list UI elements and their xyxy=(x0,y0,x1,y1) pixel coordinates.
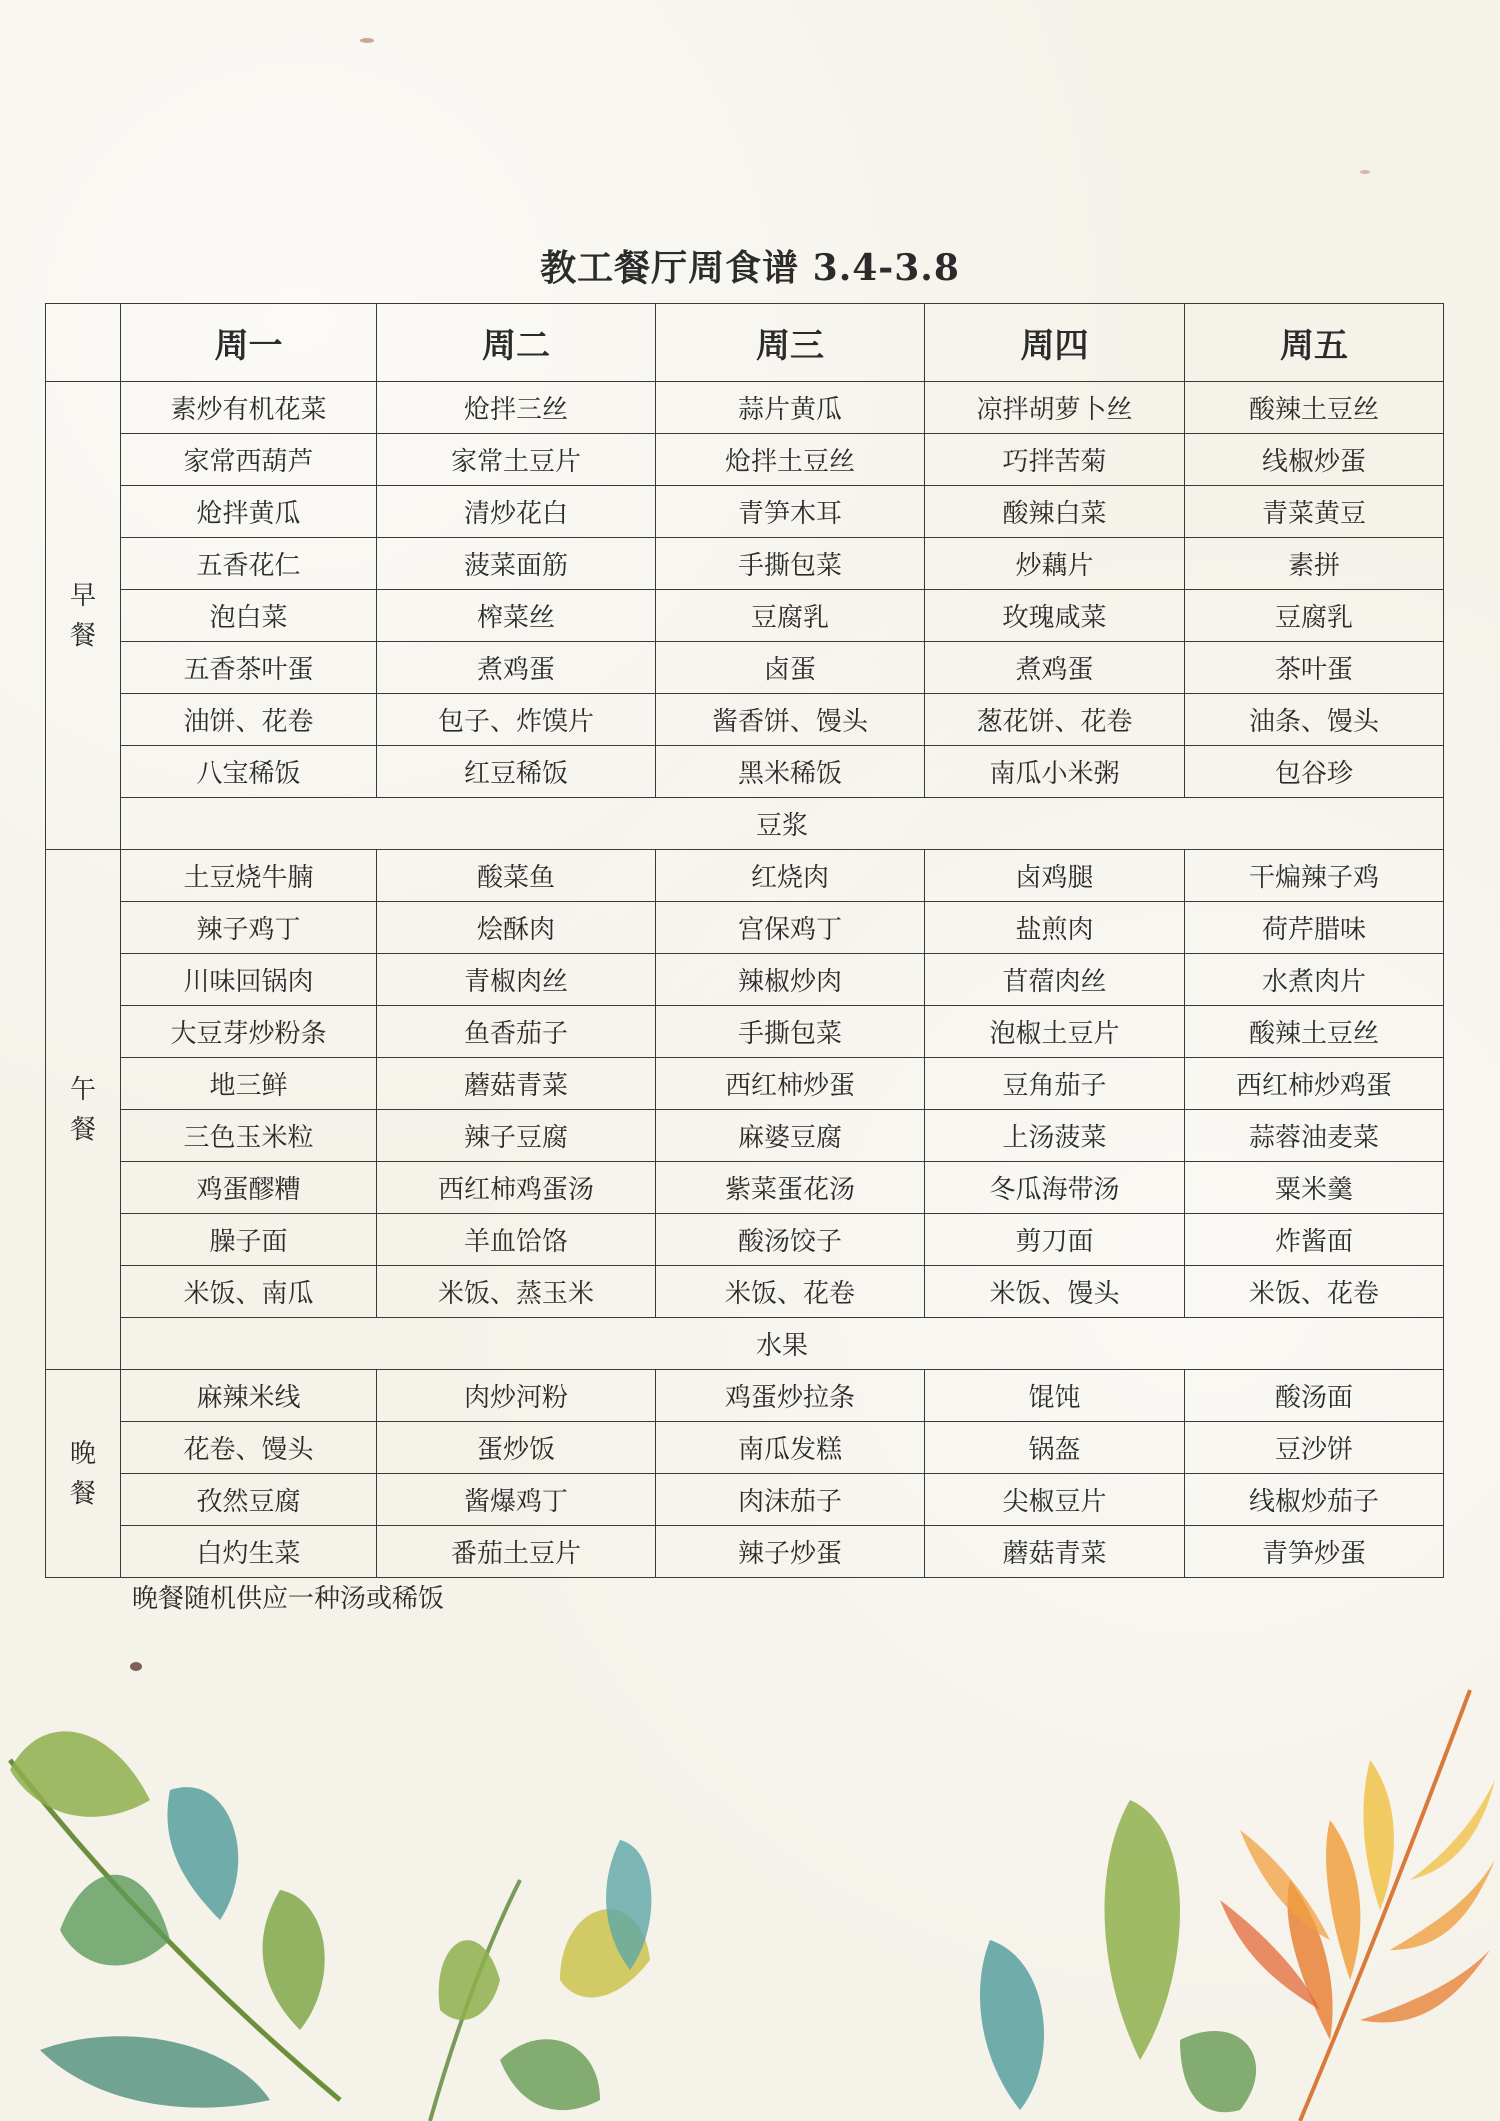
dish-cell: 菠菜面筋 xyxy=(377,538,656,590)
dish-cell: 鸡蛋醪糟 xyxy=(121,1162,377,1214)
dish-cell: 酸辣土豆丝 xyxy=(1185,382,1444,434)
dish-cell: 手撕包菜 xyxy=(656,538,925,590)
dish-cell: 泡椒土豆片 xyxy=(925,1006,1185,1058)
corner-cell xyxy=(46,304,121,382)
dish-cell: 青椒肉丝 xyxy=(377,954,656,1006)
dinner-label xyxy=(46,1370,121,1578)
teal-branch-center xyxy=(430,1840,651,2121)
dish-cell: 豆沙饼 xyxy=(1185,1422,1444,1474)
dish-cell: 三色玉米粒 xyxy=(121,1110,377,1162)
breakfast-row xyxy=(46,486,1444,538)
dish-cell: 蒜片黄瓜 xyxy=(656,382,925,434)
dish-cell: 豆角茄子 xyxy=(925,1058,1185,1110)
dish-cell: 荷芹腊味 xyxy=(1185,902,1444,954)
dish-cell: 八宝稀饭 xyxy=(121,746,377,798)
dish-cell: 锅盔 xyxy=(925,1422,1185,1474)
dish-cell: 包谷珍 xyxy=(1185,746,1444,798)
dish-cell: 米饭、蒸玉米 xyxy=(377,1266,656,1318)
dish-cell: 蛋炒饭 xyxy=(377,1422,656,1474)
lunch-row xyxy=(46,1162,1444,1214)
dish-cell: 蒜蓉油麦菜 xyxy=(1185,1110,1444,1162)
meal-label-char: 午 xyxy=(69,1074,96,1105)
dish-cell: 泡白菜 xyxy=(121,590,377,642)
dish-cell: 清炒花白 xyxy=(377,486,656,538)
dish-cell: 西红柿鸡蛋汤 xyxy=(377,1162,656,1214)
dish-cell: 地三鲜 xyxy=(121,1058,377,1110)
dish-cell: 素拼 xyxy=(1185,538,1444,590)
dish-cell: 炝拌黄瓜 xyxy=(121,486,377,538)
dish-cell: 酱香饼、馒头 xyxy=(656,694,925,746)
dish-cell: 南瓜小米粥 xyxy=(925,746,1185,798)
breakfast-row xyxy=(46,382,1444,434)
dish-cell: 辣子鸡丁 xyxy=(121,902,377,954)
day-header: 周二 xyxy=(377,304,656,382)
day-header: 周四 xyxy=(925,304,1185,382)
dish-cell: 黑米稀饭 xyxy=(656,746,925,798)
dish-cell: 炒藕片 xyxy=(925,538,1185,590)
dish-cell: 土豆烧牛腩 xyxy=(121,850,377,902)
dish-cell: 辣椒炒肉 xyxy=(656,954,925,1006)
dish-cell: 苜蓿肉丝 xyxy=(925,954,1185,1006)
breakfast-row xyxy=(46,746,1444,798)
dish-cell: 五香花仁 xyxy=(121,538,377,590)
dish-cell: 手撕包菜 xyxy=(656,1006,925,1058)
dish-cell: 水煮肉片 xyxy=(1185,954,1444,1006)
dish-cell: 肉沫茄子 xyxy=(656,1474,925,1526)
lunch-row xyxy=(46,954,1444,1006)
dinner-note: 晚餐随机供应一种汤或稀饭 xyxy=(132,1584,445,1614)
meal-label-char: 餐 xyxy=(69,620,96,651)
dish-cell: 素炒有机花菜 xyxy=(121,382,377,434)
meal-label-char: 餐 xyxy=(69,1478,96,1509)
dish-cell: 凉拌胡萝卜丝 xyxy=(925,382,1185,434)
dish-cell: 辣子豆腐 xyxy=(377,1110,656,1162)
dish-cell: 酸汤面 xyxy=(1185,1370,1444,1422)
paper-fleck xyxy=(1360,170,1370,174)
meal-label-char: 早 xyxy=(69,580,96,611)
lunch-row xyxy=(46,1110,1444,1162)
dish-cell: 盐煎肉 xyxy=(925,902,1185,954)
dish-cell: 红烧肉 xyxy=(656,850,925,902)
breakfast-row xyxy=(46,694,1444,746)
paper-fleck xyxy=(130,1662,142,1671)
dish-cell: 玫瑰咸菜 xyxy=(925,590,1185,642)
paper-fleck xyxy=(360,38,374,43)
dish-cell: 煮鸡蛋 xyxy=(925,642,1185,694)
breakfast-row xyxy=(46,538,1444,590)
dinner-row xyxy=(46,1526,1444,1578)
header-row xyxy=(46,304,1444,382)
dish-cell: 油饼、花卷 xyxy=(121,694,377,746)
weekly-menu-table xyxy=(45,303,1444,1578)
dish-cell: 蘑菇青菜 xyxy=(377,1058,656,1110)
meal-label-char: 餐 xyxy=(69,1114,96,1145)
dish-cell: 炝拌土豆丝 xyxy=(656,434,925,486)
dish-cell: 大豆芽炒粉条 xyxy=(121,1006,377,1058)
lunch-row xyxy=(46,850,1444,902)
dish-cell: 青笋木耳 xyxy=(656,486,925,538)
day-header: 周五 xyxy=(1185,304,1444,382)
lunch-row xyxy=(46,1058,1444,1110)
green-leaf-right xyxy=(980,1800,1256,2112)
breakfast-common-row xyxy=(46,798,1444,850)
dish-cell: 油条、馒头 xyxy=(1185,694,1444,746)
dish-cell: 臊子面 xyxy=(121,1214,377,1266)
dish-cell: 花卷、馒头 xyxy=(121,1422,377,1474)
lunch-row xyxy=(46,1214,1444,1266)
page-title: 教工餐厅周食谱 3.4-3.8 xyxy=(540,247,960,289)
dish-cell: 包子、炸馍片 xyxy=(377,694,656,746)
breakfast-label xyxy=(46,382,121,850)
dish-cell: 酸辣土豆丝 xyxy=(1185,1006,1444,1058)
lunch-row xyxy=(46,1266,1444,1318)
dish-cell: 线椒炒蛋 xyxy=(1185,434,1444,486)
lunch-label xyxy=(46,850,121,1370)
dish-cell: 豆腐乳 xyxy=(656,590,925,642)
dish-cell: 番茄土豆片 xyxy=(377,1526,656,1578)
dish-cell: 羊血饸饹 xyxy=(377,1214,656,1266)
dish-cell: 酸菜鱼 xyxy=(377,850,656,902)
dish-cell: 家常土豆片 xyxy=(377,434,656,486)
dinner-row xyxy=(46,1474,1444,1526)
dish-cell: 紫菜蛋花汤 xyxy=(656,1162,925,1214)
dish-cell: 辣子炒蛋 xyxy=(656,1526,925,1578)
dish-cell: 家常西葫芦 xyxy=(121,434,377,486)
dish-cell: 馄饨 xyxy=(925,1370,1185,1422)
dinner-row xyxy=(46,1370,1444,1422)
dish-cell: 肉炒河粉 xyxy=(377,1370,656,1422)
orange-fern-right xyxy=(1220,1690,1495,2121)
dish-cell: 青笋炒蛋 xyxy=(1185,1526,1444,1578)
leaf-decoration xyxy=(0,1680,1500,2121)
dish-cell: 鱼香茄子 xyxy=(377,1006,656,1058)
dish-cell: 尖椒豆片 xyxy=(925,1474,1185,1526)
dish-cell: 葱花饼、花卷 xyxy=(925,694,1185,746)
dish-cell: 茶叶蛋 xyxy=(1185,642,1444,694)
dish-cell: 线椒炒茄子 xyxy=(1185,1474,1444,1526)
dish-cell: 豆腐乳 xyxy=(1185,590,1444,642)
dish-cell: 米饭、花卷 xyxy=(656,1266,925,1318)
dish-cell: 麻婆豆腐 xyxy=(656,1110,925,1162)
dish-cell: 麻辣米线 xyxy=(121,1370,377,1422)
dish-cell: 酸汤饺子 xyxy=(656,1214,925,1266)
dish-cell: 米饭、馒头 xyxy=(925,1266,1185,1318)
dish-cell: 白灼生菜 xyxy=(121,1526,377,1578)
dish-cell: 巧拌苦菊 xyxy=(925,434,1185,486)
dish-cell: 西红柿炒鸡蛋 xyxy=(1185,1058,1444,1110)
day-header: 周三 xyxy=(656,304,925,382)
dish-cell: 米饭、花卷 xyxy=(1185,1266,1444,1318)
lunch-row xyxy=(46,902,1444,954)
lunch-row xyxy=(46,1006,1444,1058)
dish-cell: 南瓜发糕 xyxy=(656,1422,925,1474)
lunch-common-row xyxy=(46,1318,1444,1370)
dish-cell: 上汤菠菜 xyxy=(925,1110,1185,1162)
dish-cell: 煮鸡蛋 xyxy=(377,642,656,694)
dish-cell: 川味回锅肉 xyxy=(121,954,377,1006)
dish-cell: 烩酥肉 xyxy=(377,902,656,954)
green-branch-left xyxy=(10,1731,340,2107)
dish-cell: 孜然豆腐 xyxy=(121,1474,377,1526)
dish-cell: 干煸辣子鸡 xyxy=(1185,850,1444,902)
dish-cell: 宫保鸡丁 xyxy=(656,902,925,954)
day-header: 周一 xyxy=(121,304,377,382)
dish-cell: 米饭、南瓜 xyxy=(121,1266,377,1318)
dish-cell: 卤蛋 xyxy=(656,642,925,694)
dish-cell: 蘑菇青菜 xyxy=(925,1526,1185,1578)
dish-cell: 粟米羹 xyxy=(1185,1162,1444,1214)
lunch-common-item: 水果 xyxy=(121,1318,1444,1370)
dish-cell: 青菜黄豆 xyxy=(1185,486,1444,538)
dish-cell: 西红柿炒蛋 xyxy=(656,1058,925,1110)
dish-cell: 炝拌三丝 xyxy=(377,382,656,434)
breakfast-common-item: 豆浆 xyxy=(121,798,1444,850)
dish-cell: 剪刀面 xyxy=(925,1214,1185,1266)
dish-cell: 五香茶叶蛋 xyxy=(121,642,377,694)
breakfast-row xyxy=(46,434,1444,486)
dish-cell: 榨菜丝 xyxy=(377,590,656,642)
dish-cell: 冬瓜海带汤 xyxy=(925,1162,1185,1214)
dish-cell: 酱爆鸡丁 xyxy=(377,1474,656,1526)
meal-label-char: 晚 xyxy=(69,1438,96,1469)
dinner-row xyxy=(46,1422,1444,1474)
breakfast-row xyxy=(46,590,1444,642)
breakfast-row xyxy=(46,642,1444,694)
dish-cell: 红豆稀饭 xyxy=(377,746,656,798)
dish-cell: 卤鸡腿 xyxy=(925,850,1185,902)
dish-cell: 炸酱面 xyxy=(1185,1214,1444,1266)
dish-cell: 酸辣白菜 xyxy=(925,486,1185,538)
dish-cell: 鸡蛋炒拉条 xyxy=(656,1370,925,1422)
